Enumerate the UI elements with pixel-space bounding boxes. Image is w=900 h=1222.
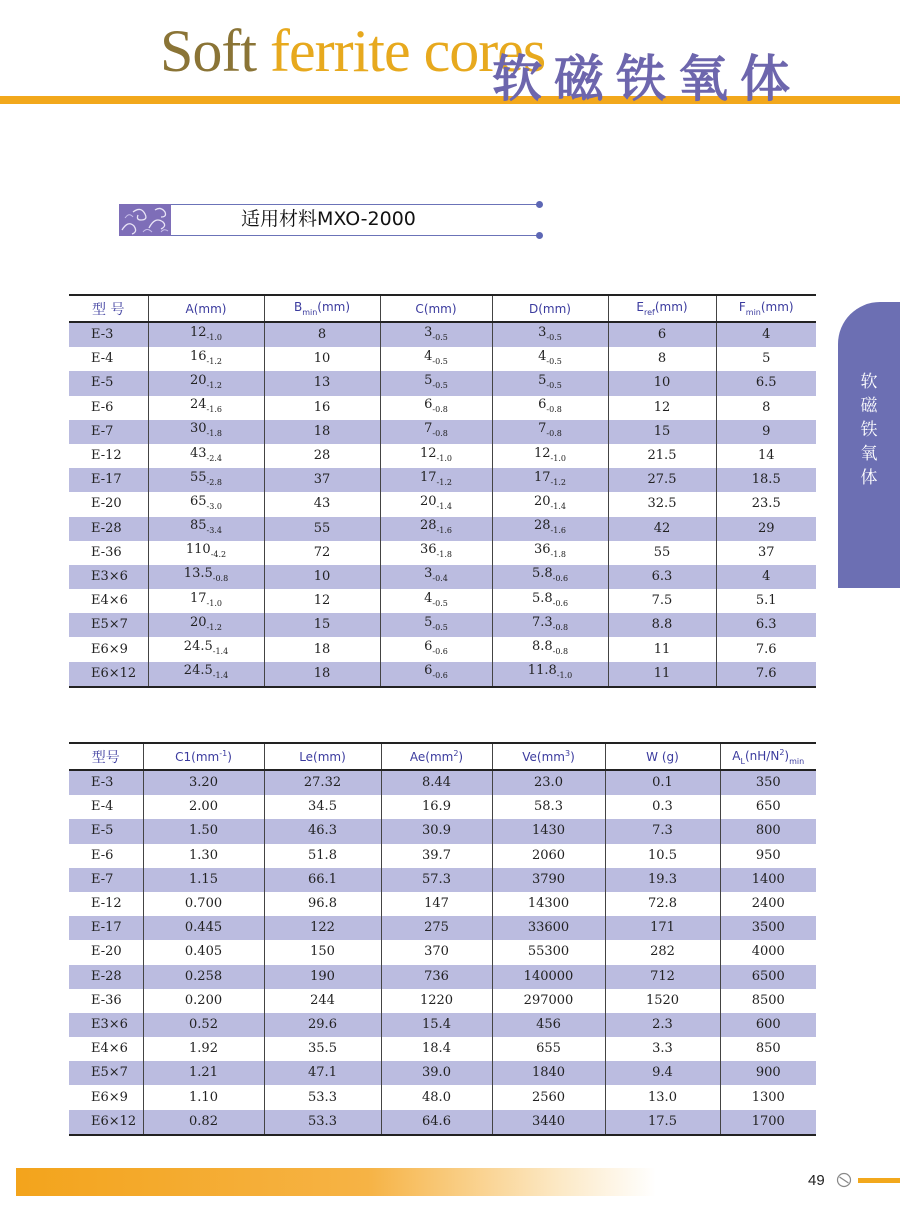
table-cell: 6 <box>608 322 716 347</box>
table-cell: 32.5 <box>608 492 716 516</box>
table-cell: $17_{-1.2}$ <box>492 468 608 492</box>
table-row <box>69 662 816 687</box>
table-cell: $55_{-2.8}$ <box>148 468 264 492</box>
table-cell: 1.30 <box>143 844 264 868</box>
table-cell: 7.6 <box>716 637 816 661</box>
table-cell: 1520 <box>605 989 720 1013</box>
table-cell: 14 <box>716 444 816 468</box>
table-cell: $3_{-0.5}$ <box>380 322 492 347</box>
header-c1: $C1(mm^{-1})$ <box>143 743 264 770</box>
table-cell: 28 <box>264 444 380 468</box>
header-le: Le(mm) <box>264 743 381 770</box>
table-cell: 0.445 <box>143 916 264 940</box>
table-cell: 122 <box>264 916 381 940</box>
circle-slash-icon <box>836 1172 852 1188</box>
table-cell: 21.5 <box>608 444 716 468</box>
table-cell: $16_{-1.2}$ <box>148 347 264 371</box>
table-cell: 1.92 <box>143 1037 264 1061</box>
table-cell: 58.3 <box>492 795 605 819</box>
table-cell: 0.52 <box>143 1013 264 1037</box>
table-row <box>69 892 816 916</box>
header-c: C(mm) <box>380 295 492 322</box>
table-cell: 900 <box>720 1061 816 1085</box>
table-cell: 12 <box>264 589 380 613</box>
table-cell: 0.3 <box>605 795 720 819</box>
table-row <box>69 844 816 868</box>
table-cell: $43_{-2.4}$ <box>148 444 264 468</box>
table-cell: E3×6 <box>69 1013 143 1037</box>
header-title-en-word1: Soft <box>160 18 257 84</box>
header-d: D(mm) <box>492 295 608 322</box>
table-cell: $17_{-1.0}$ <box>148 589 264 613</box>
table-cell: 10 <box>264 565 380 589</box>
page-number: 49 <box>808 1172 825 1189</box>
table-cell: $3_{-0.4}$ <box>380 565 492 589</box>
table-cell: E5×7 <box>69 613 148 637</box>
table-cell: E-28 <box>69 965 143 989</box>
table-cell: 147 <box>381 892 492 916</box>
table-cell: 18.4 <box>381 1037 492 1061</box>
table-cell: 600 <box>720 1013 816 1037</box>
header-al: $A_L(nH/N^2)_{min}$ <box>720 743 816 770</box>
table-cell: 297000 <box>492 989 605 1013</box>
title-rule-bottom <box>171 235 539 236</box>
header-w: W (g) <box>605 743 720 770</box>
table-row <box>69 589 816 613</box>
table-cell: 12 <box>608 396 716 420</box>
table-cell: 53.3 <box>264 1085 381 1109</box>
title-rule-top <box>171 204 539 205</box>
header-ae: $Ae(mm^2)$ <box>381 743 492 770</box>
table-cell: 3500 <box>720 916 816 940</box>
table-cell: 5 <box>716 347 816 371</box>
table-cell: E4×6 <box>91 1041 128 1057</box>
table-cell: 282 <box>605 940 720 964</box>
table-cell: 1.21 <box>143 1061 264 1085</box>
table-cell: E3×6 <box>69 565 148 589</box>
table-cell: $24.5_{-1.4}$ <box>148 662 264 687</box>
table-cell: 6.5 <box>716 371 816 395</box>
table-cell: 11 <box>608 637 716 661</box>
table-cell: 72.8 <box>605 892 720 916</box>
title-dot-top <box>536 201 543 208</box>
table-cell: 27.5 <box>608 468 716 492</box>
table-cell: 2400 <box>720 892 816 916</box>
table-row <box>69 1085 816 1109</box>
table-cell: 7.3 <box>605 819 720 843</box>
side-tab <box>838 302 900 588</box>
table-cell: $20_{-1.2}$ <box>148 371 264 395</box>
table-cell: E-5 <box>69 819 143 843</box>
table-cell: 3.20 <box>143 770 264 795</box>
table-row <box>69 989 816 1013</box>
title-dot-bottom <box>536 232 543 239</box>
table-cell: 9.4 <box>605 1061 720 1085</box>
table-row <box>69 565 816 589</box>
table-row <box>69 868 816 892</box>
table-cell: $5.8_{-0.6}$ <box>492 565 608 589</box>
table-cell: 8 <box>716 396 816 420</box>
table-cell: 3.3 <box>605 1037 720 1061</box>
table-cell: 48.0 <box>381 1085 492 1109</box>
table-cell: $36_{-1.8}$ <box>492 541 608 565</box>
table-cell: 13 <box>264 371 380 395</box>
table-row <box>69 770 816 795</box>
table-cell: 0.700 <box>143 892 264 916</box>
table-cell: E-3 <box>69 322 148 347</box>
table-row <box>69 1037 816 1061</box>
table-cell: E6×9 <box>91 641 128 657</box>
table-cell: $4_{-0.5}$ <box>492 347 608 371</box>
swirl-ornament-icon <box>119 204 171 236</box>
table-cell: 55 <box>608 541 716 565</box>
table-cell: $4_{-0.5}$ <box>380 589 492 613</box>
table-cell: 14300 <box>492 892 605 916</box>
table-cell: E-4 <box>91 351 114 367</box>
table-row <box>69 517 816 541</box>
table-cell: 18 <box>264 662 380 687</box>
table-cell: 66.1 <box>264 868 381 892</box>
table-cell: 18.5 <box>716 468 816 492</box>
table-cell: 8.8 <box>608 613 716 637</box>
table-row <box>69 322 816 347</box>
table-cell: 2060 <box>492 844 605 868</box>
header-e: $E_{ref}(mm)$ <box>608 295 716 322</box>
table-cell: 6.3 <box>608 565 716 589</box>
table-row <box>69 637 816 661</box>
table-cell: 2560 <box>492 1085 605 1109</box>
table-row <box>69 371 816 395</box>
table-cell: 4 <box>716 322 816 347</box>
table-cell: $12_{-1.0}$ <box>148 322 264 347</box>
table-cell: $6_{-0.8}$ <box>492 396 608 420</box>
table-cell: 456 <box>492 1013 605 1037</box>
table-cell: 42 <box>608 517 716 541</box>
table-cell: 19.3 <box>605 868 720 892</box>
table-row <box>69 1013 816 1037</box>
table-cell: 51.8 <box>264 844 381 868</box>
table-cell: $11.8_{-1.0}$ <box>492 662 608 687</box>
table-cell: 4000 <box>720 940 816 964</box>
table-cell: 3440 <box>492 1110 605 1135</box>
table-cell: 29.6 <box>264 1013 381 1037</box>
table-cell: $30_{-1.8}$ <box>148 420 264 444</box>
table-cell: E-4 <box>91 799 114 815</box>
table-cell: 2.3 <box>605 1013 720 1037</box>
table-cell: 5.1 <box>716 589 816 613</box>
table-cell: 6.3 <box>716 613 816 637</box>
table-cell: 0.82 <box>143 1110 264 1135</box>
table-cell: 370 <box>381 940 492 964</box>
table-row <box>69 1061 816 1085</box>
table-cell: 10 <box>264 347 380 371</box>
table-cell: 10.5 <box>605 844 720 868</box>
table-cell: 650 <box>720 795 816 819</box>
header-ve: $Ve(mm^3)$ <box>492 743 605 770</box>
table-row <box>69 965 816 989</box>
table-cell: 1300 <box>720 1085 816 1109</box>
table-cell: $7.3_{-0.8}$ <box>492 613 608 637</box>
table-cell: E5×7 <box>69 1061 143 1085</box>
table-cell: E4×6 <box>91 593 128 609</box>
footer-bar <box>16 1168 656 1196</box>
table-cell: $20_{-1.4}$ <box>380 492 492 516</box>
table-cell: $5_{-0.5}$ <box>380 371 492 395</box>
table-cell: $8.8_{-0.8}$ <box>492 637 608 661</box>
table-cell: 1400 <box>720 868 816 892</box>
table-cell: 3790 <box>492 868 605 892</box>
table-cell: 7.5 <box>608 589 716 613</box>
side-tab-label: 软 磁 铁 氧 体 <box>860 372 878 488</box>
table-cell: 8 <box>264 322 380 347</box>
table-cell: 1220 <box>381 989 492 1013</box>
table-cell: 53.3 <box>264 1110 381 1135</box>
table-cell: E-20 <box>91 496 122 512</box>
table-cell: E-3 <box>69 770 143 795</box>
table-cell: $7_{-0.8}$ <box>492 420 608 444</box>
table-cell: E-36 <box>91 544 122 560</box>
table-cell: 8 <box>608 347 716 371</box>
table-cell: 37 <box>716 541 816 565</box>
table-cell: 275 <box>381 916 492 940</box>
dimensions-table <box>69 294 816 688</box>
table-row <box>69 795 816 819</box>
header-f: $F_{min}(mm)$ <box>716 295 816 322</box>
table-cell: 34.5 <box>264 795 381 819</box>
table-cell: 0.405 <box>143 940 264 964</box>
table-cell: 39.7 <box>381 844 492 868</box>
table-cell: 1.50 <box>143 819 264 843</box>
table-cell: 950 <box>720 844 816 868</box>
table-cell: 10 <box>608 371 716 395</box>
table-cell: E-28 <box>69 517 148 541</box>
table-cell: 150 <box>264 940 381 964</box>
table-row <box>69 396 816 420</box>
table-row <box>69 940 816 964</box>
table-cell: 72 <box>264 541 380 565</box>
table-cell: 55 <box>264 517 380 541</box>
table-cell: $85_{-3.4}$ <box>148 517 264 541</box>
table-cell: 1700 <box>720 1110 816 1135</box>
table-cell: $12_{-1.0}$ <box>380 444 492 468</box>
header-title-cn: 软磁铁氧体 <box>492 50 802 108</box>
table-cell: $7_{-0.8}$ <box>380 420 492 444</box>
table-cell: 39.0 <box>381 1061 492 1085</box>
table-cell: 1.10 <box>143 1085 264 1109</box>
table-cell: 712 <box>605 965 720 989</box>
table-cell: $17_{-1.2}$ <box>380 468 492 492</box>
table-cell: 9 <box>716 420 816 444</box>
table-cell: $12_{-1.0}$ <box>492 444 608 468</box>
table-cell: $13.5_{-0.8}$ <box>148 565 264 589</box>
header-a: A(mm) <box>148 295 264 322</box>
table-cell: 23.5 <box>716 492 816 516</box>
table-cell: 190 <box>264 965 381 989</box>
table-cell: 11 <box>608 662 716 687</box>
table-row <box>69 492 816 516</box>
table-cell: $6_{-0.8}$ <box>380 396 492 420</box>
table-cell: 47.1 <box>264 1061 381 1085</box>
table-cell: E-5 <box>69 371 148 395</box>
table-cell: 1430 <box>492 819 605 843</box>
table-cell: 96.8 <box>264 892 381 916</box>
table-cell: 16 <box>264 396 380 420</box>
table-cell: 850 <box>720 1037 816 1061</box>
header-title-en-word2: ferrite cores <box>270 18 546 84</box>
table-cell: 27.32 <box>264 770 381 795</box>
header-model: 型号 <box>69 743 143 770</box>
table-cell: 30.9 <box>381 819 492 843</box>
table-cell: 13.0 <box>605 1085 720 1109</box>
table-cell: E-7 <box>69 420 148 444</box>
table-cell: 736 <box>381 965 492 989</box>
table-cell: 46.3 <box>264 819 381 843</box>
table-cell: 17.5 <box>605 1110 720 1135</box>
table-cell: $6_{-0.6}$ <box>380 662 492 687</box>
footer-accent-line <box>858 1178 900 1183</box>
table-cell: 57.3 <box>381 868 492 892</box>
table-cell: 15 <box>264 613 380 637</box>
table-cell: $20_{-1.4}$ <box>492 492 608 516</box>
table-cell: 23.0 <box>492 770 605 795</box>
table-cell: $5.8_{-0.6}$ <box>492 589 608 613</box>
table-cell: 16.9 <box>381 795 492 819</box>
table-cell: 8.44 <box>381 770 492 795</box>
table-cell: E-36 <box>91 992 122 1008</box>
table-cell: $28_{-1.6}$ <box>492 517 608 541</box>
table-cell: 29 <box>716 517 816 541</box>
table-cell: 0.200 <box>143 989 264 1013</box>
table-cell: 244 <box>264 989 381 1013</box>
table-row <box>69 347 816 371</box>
table-cell: 6500 <box>720 965 816 989</box>
table-cell: 350 <box>720 770 816 795</box>
table-cell: 64.6 <box>381 1110 492 1135</box>
table-row <box>69 444 816 468</box>
table-cell: 1840 <box>492 1061 605 1085</box>
table-cell: E-7 <box>69 868 143 892</box>
table-cell: $6_{-0.6}$ <box>380 637 492 661</box>
table-row <box>69 916 816 940</box>
table-cell: E-17 <box>69 916 143 940</box>
header-b: $B_{min}(mm)$ <box>264 295 380 322</box>
table-cell: E-6 <box>91 847 114 863</box>
table-header-row <box>69 743 816 770</box>
header-title-en <box>160 16 545 86</box>
table-cell: 0.1 <box>605 770 720 795</box>
table-cell: 7.6 <box>716 662 816 687</box>
table-cell: 37 <box>264 468 380 492</box>
table-cell: 18 <box>264 637 380 661</box>
table-cell: 8500 <box>720 989 816 1013</box>
table-cell: 15.4 <box>381 1013 492 1037</box>
table-cell: E-12 <box>91 896 122 912</box>
table-cell: E-20 <box>91 944 122 960</box>
material-title-block <box>119 200 543 240</box>
table-cell: 2.00 <box>143 795 264 819</box>
table-row <box>69 1110 816 1135</box>
table-cell: 15 <box>608 420 716 444</box>
table-cell: $3_{-0.5}$ <box>492 322 608 347</box>
table-cell: $110_{-4.2}$ <box>148 541 264 565</box>
table-cell: $24_{-1.6}$ <box>148 396 264 420</box>
table-cell: E-6 <box>91 399 114 415</box>
table-cell: 1.15 <box>143 868 264 892</box>
table-cell: $4_{-0.5}$ <box>380 347 492 371</box>
table-cell: $5_{-0.5}$ <box>492 371 608 395</box>
table-header-row <box>69 295 816 322</box>
table-cell: 18 <box>264 420 380 444</box>
table-cell: 33600 <box>492 916 605 940</box>
table-cell: 35.5 <box>264 1037 381 1061</box>
material-title: 适用材料MXO-2000 <box>241 208 416 230</box>
table-cell: E6×9 <box>91 1089 128 1105</box>
table-row <box>69 613 816 637</box>
table-cell: $5_{-0.5}$ <box>380 613 492 637</box>
table-cell: $24.5_{-1.4}$ <box>148 637 264 661</box>
parameters-table <box>69 742 816 1136</box>
header-model: 型 号 <box>69 295 148 322</box>
table-cell: E-17 <box>69 468 148 492</box>
table-cell: $36_{-1.8}$ <box>380 541 492 565</box>
table-cell: 140000 <box>492 965 605 989</box>
table-cell: $65_{-3.0}$ <box>148 492 264 516</box>
table-cell: 43 <box>264 492 380 516</box>
table-cell: $20_{-1.2}$ <box>148 613 264 637</box>
table-row <box>69 541 816 565</box>
table-cell: E6×12 <box>69 662 148 687</box>
table-row <box>69 420 816 444</box>
table-cell: E-12 <box>91 448 122 464</box>
table-row <box>69 819 816 843</box>
table-cell: $28_{-1.6}$ <box>380 517 492 541</box>
table-cell: E6×12 <box>69 1110 143 1135</box>
page-header <box>0 0 900 120</box>
table-cell: 800 <box>720 819 816 843</box>
table-cell: 171 <box>605 916 720 940</box>
table-cell: 4 <box>716 565 816 589</box>
table-cell: 655 <box>492 1037 605 1061</box>
table-cell: 0.258 <box>143 965 264 989</box>
table-cell: 55300 <box>492 940 605 964</box>
table-row <box>69 468 816 492</box>
